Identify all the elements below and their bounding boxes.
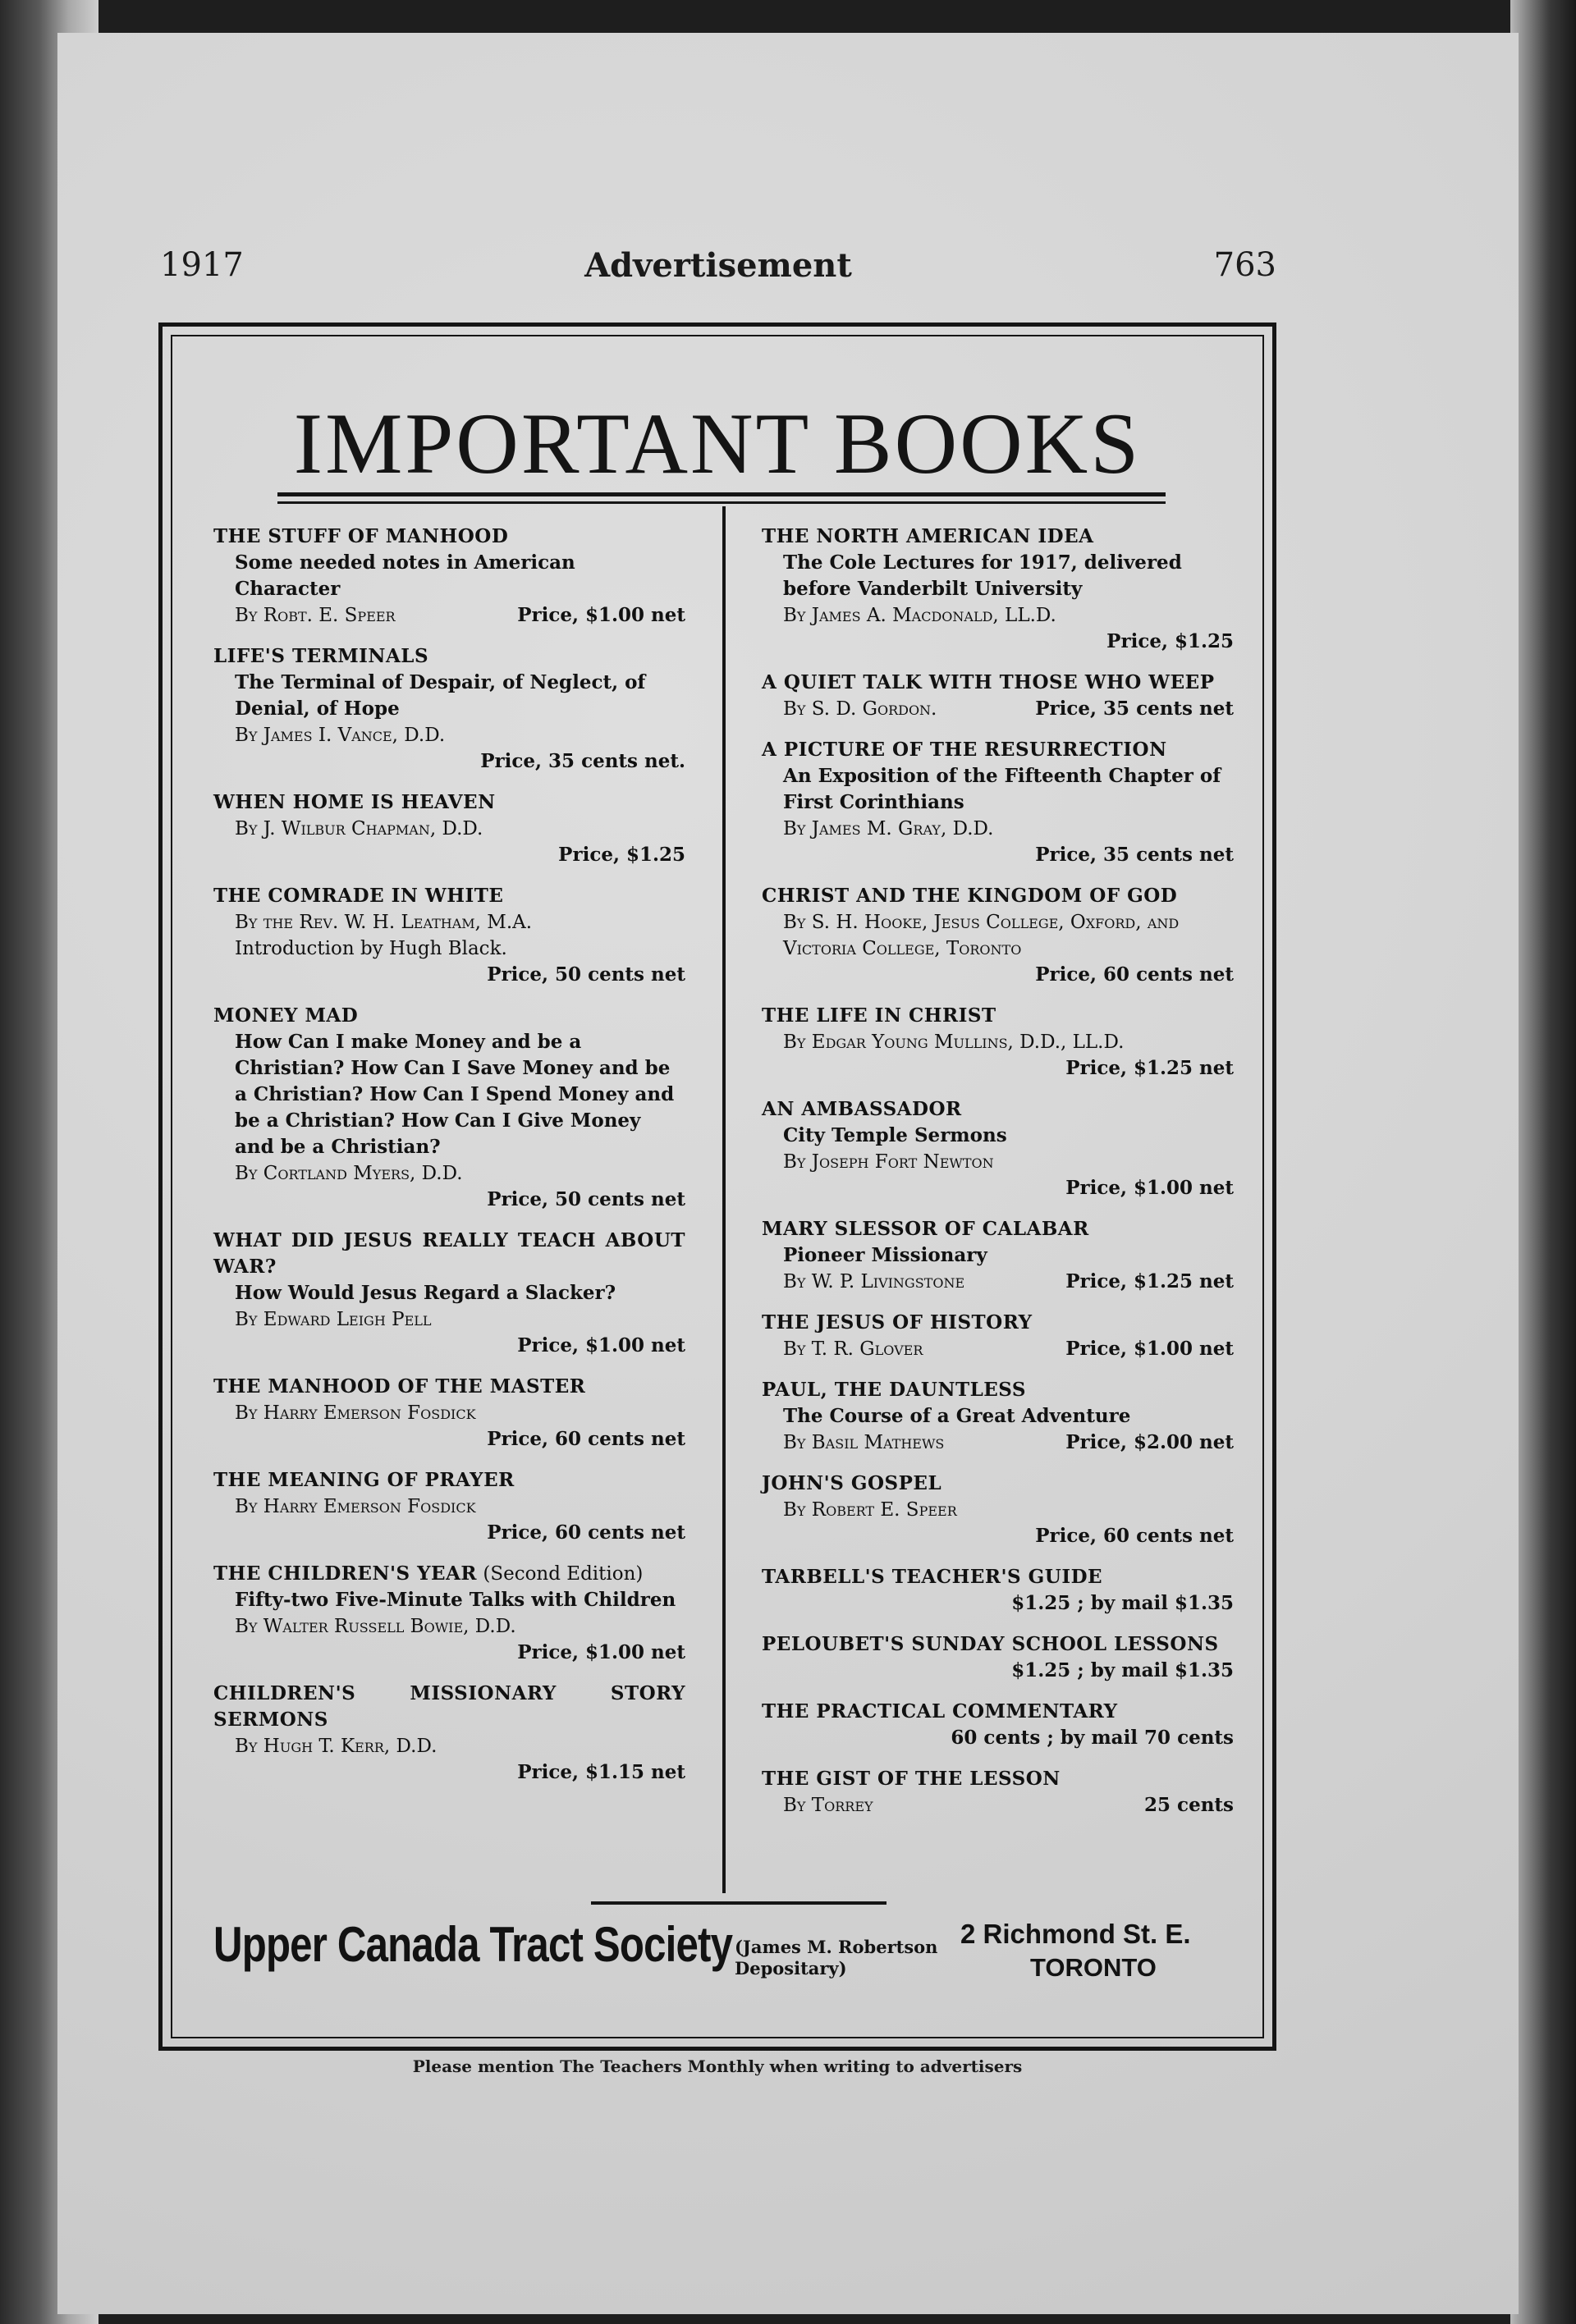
book-author — [762, 1269, 1234, 1295]
book-title — [213, 1681, 685, 1733]
book-price: Price, 60 cents net — [1035, 1525, 1234, 1547]
book-author-text: By the Rev. W. H. Leatham, M.A. — [235, 912, 533, 933]
publisher-name: Upper Canada Tract Society — [213, 1917, 733, 1972]
book-subtitle: How Can I make Money and be a Christian? How Can I Save Money and be a Christian? How Can I Spend Money and be a Christian? How Can I Give Money and be a Christian? — [235, 1031, 675, 1158]
book-price: Price, $1.15 net — [517, 1761, 685, 1783]
book-title-text: MONEY MAD — [213, 1004, 359, 1027]
book-author — [762, 1336, 1234, 1362]
book-title-text: CHILDREN'S MISSIONARY STORY SERMONS — [213, 1682, 685, 1731]
book-author-text: By S. D. Gordon. — [783, 698, 937, 720]
running-head — [160, 246, 1276, 295]
book-author — [762, 1149, 1234, 1175]
book-entry — [762, 737, 1234, 868]
book-title-text: A QUIET TALK WITH THOSE WHO WEEP — [762, 671, 1215, 693]
book-title-text: WHAT DID JESUS REALLY TEACH ABOUT WAR? — [213, 1229, 685, 1278]
footer-note: Please mention The Teachers Monthly when writing to advertisers — [412, 2056, 1023, 2076]
book-entry — [213, 1467, 685, 1546]
book-author-text: By Basil Mathews — [783, 1432, 945, 1453]
book-title-text: A PICTURE OF THE RESURRECTION — [762, 739, 1167, 761]
book-author — [762, 909, 1234, 962]
book-author — [213, 1613, 685, 1640]
book-price: Price, $1.25 net — [1065, 1270, 1234, 1292]
book-author-text: By Hugh T. Kerr, D.D. — [235, 1736, 438, 1757]
book-entry — [762, 670, 1234, 722]
advertisement-inner-border — [171, 335, 1264, 2038]
book-title-note: (Second Edition) — [477, 1563, 644, 1585]
book-title-text: PAUL, THE DAUNTLESS — [762, 1379, 1026, 1401]
book-list-left — [213, 524, 685, 1800]
book-price: Price, 50 cents net — [487, 1188, 685, 1210]
publisher-city: TORONTO — [1030, 1953, 1157, 1982]
book-price: 60 cents ; by mail 70 cents — [951, 1727, 1234, 1749]
book-title-text: THE COMRADE IN WHITE — [213, 885, 504, 907]
book-entry — [213, 883, 685, 988]
book-entry — [762, 1377, 1234, 1456]
book-title — [762, 1310, 1234, 1336]
book-entry — [213, 1228, 685, 1359]
book-price: Price, 35 cents net — [1035, 698, 1234, 720]
book-introduction: Introduction by Hugh Black. — [235, 938, 507, 959]
book-title-text: THE MANHOOD OF THE MASTER — [213, 1375, 586, 1398]
book-entry — [762, 1699, 1234, 1751]
book-author — [762, 602, 1234, 629]
book-binding-right — [1510, 0, 1576, 2324]
page-number: 763 — [1213, 246, 1276, 284]
book-price: Price, $1.00 net — [517, 1641, 685, 1663]
book-price: Price, 60 cents net — [487, 1521, 685, 1544]
book-author-text: By W. P. Livingstone — [783, 1271, 965, 1292]
book-entry — [213, 1681, 685, 1786]
book-title — [762, 883, 1234, 909]
book-author — [213, 1160, 685, 1187]
running-head-title: Advertisement — [584, 246, 852, 285]
book-author — [762, 1029, 1234, 1055]
book-title — [762, 1003, 1234, 1029]
book-title — [213, 643, 685, 670]
title-rule-thin — [277, 501, 1166, 504]
book-subtitle: How Would Jesus Regard a Slacker? — [235, 1282, 616, 1304]
book-subtitle: City Temple Sermons — [783, 1124, 1007, 1146]
book-title — [213, 1228, 685, 1280]
book-author — [762, 816, 1234, 842]
book-price: Price, $2.00 net — [1065, 1431, 1234, 1453]
book-price: $1.25 ; by mail $1.35 — [1011, 1659, 1234, 1681]
book-author — [213, 1733, 685, 1759]
book-title — [213, 883, 685, 909]
book-author — [762, 696, 1234, 722]
publisher-address: 2 Richmond St. E. — [960, 1919, 1191, 1949]
book-title-text: JOHN'S GOSPEL — [762, 1472, 942, 1494]
book-price: Price, $1.00 net — [1065, 1177, 1234, 1199]
book-list-right — [762, 524, 1234, 1833]
book-author — [762, 1430, 1234, 1456]
book-title — [762, 737, 1234, 763]
book-title-text: WHEN HOME IS HEAVEN — [213, 791, 496, 813]
book-author — [213, 1494, 685, 1520]
column-divider — [722, 506, 726, 1893]
depositary-line-2: Depositary) — [735, 1958, 847, 1979]
book-title-text: THE JESUS OF HISTORY — [762, 1311, 1033, 1334]
book-entry — [762, 1003, 1234, 1082]
book-price: Price, 60 cents net — [1035, 963, 1234, 986]
advertisement-frame — [158, 323, 1276, 2051]
book-title — [213, 1467, 685, 1494]
book-author-text: By Edgar Young Mullins, D.D., LL.D. — [783, 1032, 1125, 1053]
book-title-text: THE GIST OF THE LESSON — [762, 1768, 1061, 1790]
book-author-text: By Harry Emerson Fosdick — [235, 1496, 476, 1517]
book-price: Price, 35 cents net — [1035, 844, 1234, 866]
book-author — [213, 816, 685, 842]
book-entry — [762, 1216, 1234, 1295]
book-title — [762, 524, 1234, 550]
running-head-year: 1917 — [160, 246, 244, 284]
book-price: Price, $1.25 — [1106, 630, 1234, 652]
book-title — [213, 1561, 685, 1587]
book-price: Price, 60 cents net — [487, 1428, 685, 1450]
book-author-text: By Joseph Fort Newton — [783, 1151, 994, 1173]
book-entry — [762, 1564, 1234, 1617]
book-author — [213, 722, 685, 748]
book-title-text: THE STUFF OF MANHOOD — [213, 525, 509, 547]
title-rule — [277, 492, 1166, 496]
bottom-rule — [591, 1901, 886, 1905]
book-title — [762, 670, 1234, 696]
book-entry — [762, 524, 1234, 655]
book-subtitle: The Course of a Great Adventure — [783, 1405, 1131, 1427]
book-entry — [213, 1374, 685, 1452]
book-entry — [762, 883, 1234, 988]
publisher-depositary — [735, 1937, 937, 1979]
book-author — [213, 1400, 685, 1426]
book-price: Price, $1.00 net — [517, 1334, 685, 1356]
book-author-text: By T. R. Glover — [783, 1338, 923, 1360]
book-title-text: THE CHILDREN'S YEAR — [213, 1562, 478, 1585]
book-author — [762, 1792, 1234, 1818]
book-author-text: By Torrey — [783, 1795, 873, 1816]
book-price: Price, $1.00 net — [1065, 1338, 1234, 1360]
book-author-text: By James I. Vance, D.D. — [235, 725, 446, 746]
book-entry — [213, 789, 685, 868]
book-subtitle: Pioneer Missionary — [783, 1244, 987, 1266]
book-title-text: THE PRACTICAL COMMENTARY — [762, 1700, 1118, 1722]
advertisement-title: IMPORTANT BOOKS — [293, 396, 1142, 492]
book-entry — [762, 1471, 1234, 1549]
book-author-text: By Robert E. Speer — [783, 1499, 957, 1521]
book-title — [762, 1564, 1234, 1590]
book-title — [213, 1003, 685, 1029]
book-price: $1.25 ; by mail $1.35 — [1011, 1592, 1234, 1614]
book-author-text: By J. Wilbur Chapman, D.D. — [235, 818, 483, 839]
book-entry — [762, 1096, 1234, 1201]
book-title-text: CHRIST AND THE KINGDOM OF GOD — [762, 885, 1178, 907]
book-title-text: PELOUBET'S SUNDAY SCHOOL LESSONS — [762, 1633, 1219, 1655]
book-author-text: By James M. Gray, D.D. — [783, 818, 994, 839]
book-author — [213, 909, 685, 936]
book-entry — [762, 1631, 1234, 1684]
book-author-text: By James A. Macdonald, LL.D. — [783, 605, 1056, 626]
book-author — [762, 1497, 1234, 1523]
book-title — [762, 1631, 1234, 1658]
book-author — [213, 1306, 685, 1333]
book-author-text: By Edward Leigh Pell — [235, 1309, 432, 1330]
depositary-line-1: (James M. Robertson — [735, 1937, 938, 1957]
book-title-text: MARY SLESSOR OF CALABAR — [762, 1218, 1089, 1240]
book-price: Price, 35 cents net. — [480, 750, 685, 772]
book-title — [762, 1699, 1234, 1725]
book-subtitle: An Exposition of the Fifteenth Chapter of First Corinthians — [783, 765, 1221, 813]
book-title-text: THE LIFE IN CHRIST — [762, 1004, 996, 1027]
book-title — [762, 1096, 1234, 1123]
book-title-text: THE NORTH AMERICAN IDEA — [762, 525, 1094, 547]
book-subtitle: The Terminal of Despair, of Neglect, of Denial, of Hope — [235, 671, 646, 720]
book-author-text: By Harry Emerson Fosdick — [235, 1402, 476, 1424]
book-entry — [762, 1310, 1234, 1362]
book-subtitle: Fifty-two Five-Minute Talks with Children — [235, 1589, 676, 1611]
book-title — [762, 1471, 1234, 1497]
book-price: Price, $1.25 — [558, 844, 685, 866]
book-entry — [762, 1766, 1234, 1818]
book-title-text: TARBELL'S TEACHER'S GUIDE — [762, 1566, 1103, 1588]
book-title-text: LIFE'S TERMINALS — [213, 645, 429, 667]
book-title — [762, 1216, 1234, 1242]
book-entry — [213, 643, 685, 775]
book-title — [762, 1766, 1234, 1792]
book-title-text: THE MEANING OF PRAYER — [213, 1469, 515, 1491]
book-author-text: By Walter Russell Bowie, D.D. — [235, 1616, 516, 1637]
book-subtitle: The Cole Lectures for 1917, delivered before Vanderbilt University — [783, 551, 1182, 600]
book-title — [213, 1374, 685, 1400]
book-price: 25 cents — [1144, 1794, 1234, 1816]
book-author — [213, 602, 685, 629]
book-title — [762, 1377, 1234, 1403]
book-entry — [213, 1003, 685, 1213]
book-entry — [213, 524, 685, 629]
book-subtitle: Some needed notes in American Character — [235, 551, 575, 600]
book-title — [213, 524, 685, 550]
book-price: Price, $1.25 net — [1065, 1057, 1234, 1079]
book-author-text: By S. H. Hooke, Jesus College, Oxford, and Victoria College, Toronto — [783, 912, 1180, 959]
book-price: Price, 50 cents net — [487, 963, 685, 986]
book-title — [213, 789, 685, 816]
book-title-text: AN AMBASSADOR — [762, 1098, 962, 1120]
book-entry — [213, 1561, 685, 1666]
book-author-text: By Robt. E. Speer — [235, 605, 396, 626]
book-author-text: By Cortland Myers, D.D. — [235, 1163, 463, 1184]
book-price: Price, $1.00 net — [517, 604, 685, 626]
